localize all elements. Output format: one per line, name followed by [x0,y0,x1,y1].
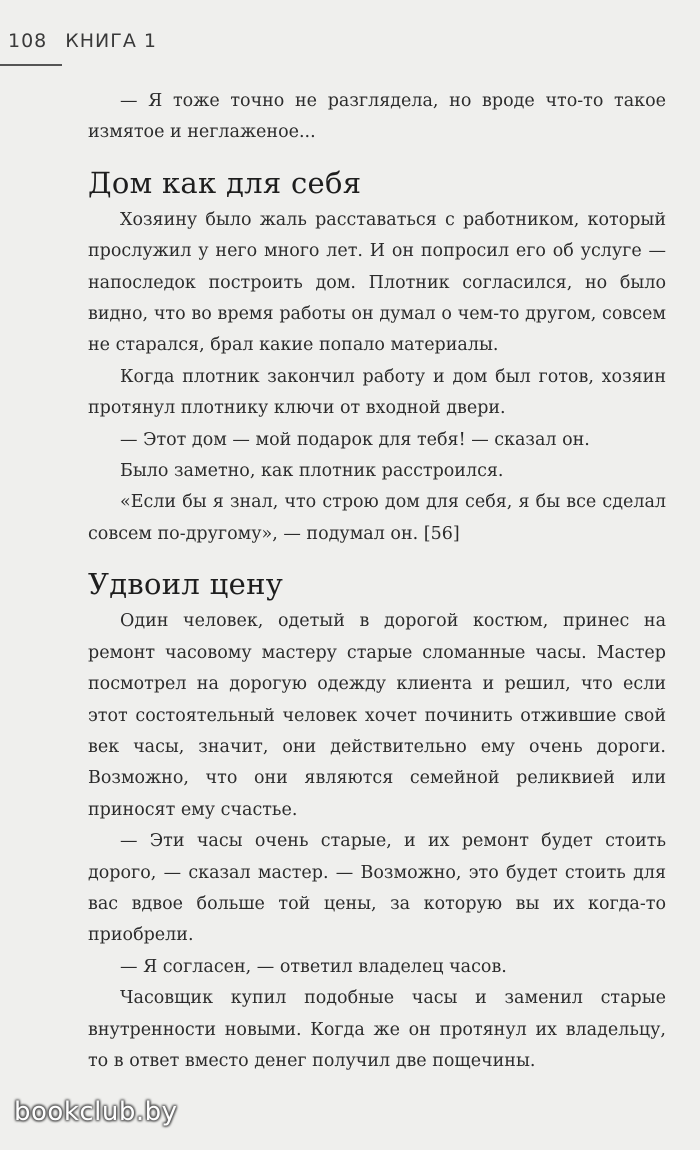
paragraph: — Я тоже точно не разглядела, но вроде что-то такое измятое и неглаженое... [88,91,666,143]
story-title: Дом как для себя [88,165,362,200]
watermark: bookclub.by [14,1097,178,1127]
paragraph: Когда плотник закончил работу и дом был готов, хозяин протянул плотнику ключи от входной двери. [88,366,666,419]
paragraph: Один человек, одетый в дорогой костюм, принес на ремонт часовому мастеру старые сломанные часы. Мастер посмотрел на дорогую одежду клиента и решил, что если этот состоятельный человек хочет починить отжившие свой век часы, значит, они действительно ему очень дороги. Возможно, что они являются семейной реликвией или приносят ему счастье. [88,611,666,820]
paragraph: — Я согласен, — ответил владелец часов. [120,956,507,977]
running-head [8,30,157,52]
paragraph: Хозяину было жаль расставаться с работником, который прослужил у него много лет. И он попросил его об услуге — напоследок построить дом. Плотник согласился, но было видно, что во время работы он думал о чем-то другом, совсем не старался, брал какие попало материалы. [88,209,666,356]
paragraph: «Если бы я знал, что строю дом для себя, я бы все сделал совсем по-другому», — подумал он. [56] [88,492,666,544]
running-title: КНИГА 1 [65,30,157,52]
paragraph: Часовщик купил подобные часы и заменил старые внутренности новыми. Когда же он протянул их владельцу, то в ответ вместо денег получил две пощечины. [88,988,666,1071]
paragraph: Было заметно, как плотник расстроился. [120,461,504,482]
header-rule [0,64,62,66]
story-title: Удвоил цену [88,567,284,602]
paragraph: — Этот дом — мой подарок для тебя! — сказал он. [120,429,590,450]
page-number: 108 [8,30,48,52]
paragraph: — Эти часы очень старые, и их ремонт будет стоить дорого, — сказал мастер. — Возможно, это будет стоить для вас вдвое больше той цены, за которую вы их когда-то приобрели. [88,831,666,946]
body-text [88,86,666,1077]
